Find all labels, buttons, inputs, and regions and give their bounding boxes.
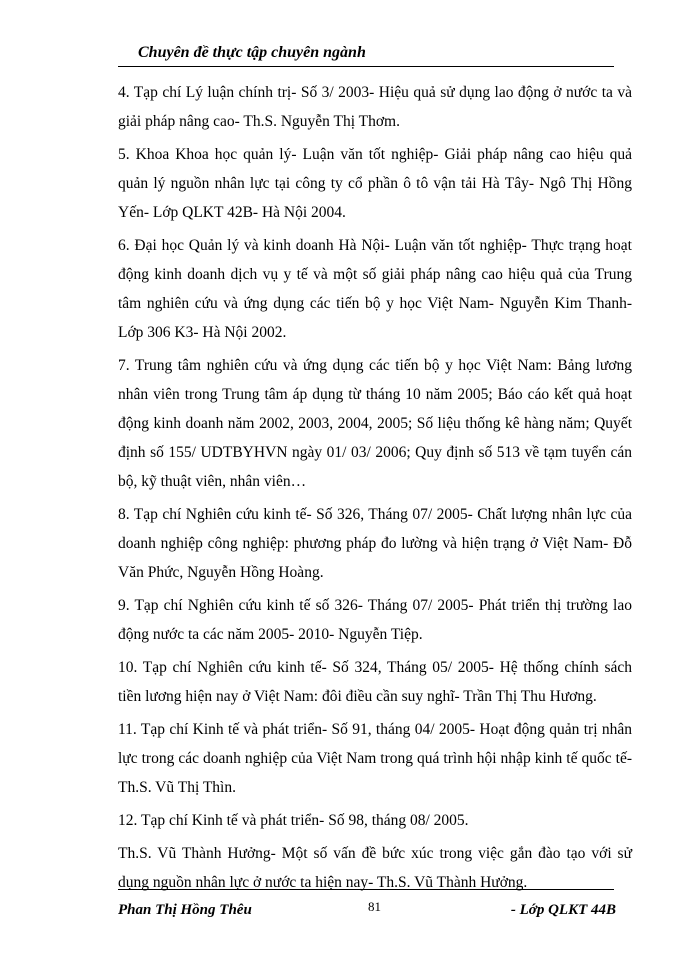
reference-item: 11. Tạp chí Kinh tế và phát triển- Số 91, tháng 04/ 2005- Hoạt động quản trị nhân lực trong các doanh nghiệp của Việt Nam trong quá trình hội nhập kinh tế quốc tế- Th.S. Vũ Thị Thìn. xyxy=(118,721,632,796)
page-number: 81 xyxy=(368,899,381,914)
page-footer xyxy=(118,889,614,930)
reference-item: 10. Tạp chí Nghiên cứu kinh tế- Số 324, Tháng 05/ 2005- Hệ thống chính sách tiền lương hiện nay ở Việt Nam: đôi điều cần suy nghĩ- Trần Thị Thu Hương. xyxy=(118,659,632,705)
footer-author: Phan Thị Hồng Thêu xyxy=(118,902,252,918)
reference-item: 4. Tạp chí Lý luận chính trị- Số 3/ 2003- Hiệu quả sử dụng lao động ở nước ta và giải pháp nâng cao- Th.S. Nguyễn Thị Thơm. xyxy=(118,84,632,130)
reference-item: 7. Trung tâm nghiên cứu và ứng dụng các tiến bộ y học Việt Nam: Bảng lương nhân viên trong Trung tâm áp dụng từ tháng 10 năm 2005; Báo cáo kết quả hoạt động kinh doanh năm 2002, 2003, 2004, 2005; Số liệu thống kê hàng năm; Quyết định số 155/ UDTBYHVN ngày 01/ 03/ 2006; Quy định số 513 về tạm tuyển cán bộ, kỹ thuật viên, nhân viên… xyxy=(118,357,632,490)
header-title: Chuyên đề thực tập chuyên ngành xyxy=(138,44,366,61)
reference-item: Th.S. Vũ Thành Hưởng- Một số vấn đề bức xúc trong việc gắn đào tạo với sử dụng nguồn nhân lực ở nước ta hiện nay- Th.S. Vũ Thành Hưởng. xyxy=(118,845,632,891)
reference-list xyxy=(118,78,632,901)
reference-item: 8. Tạp chí Nghiên cứu kinh tế- Số 326, Tháng 07/ 2005- Chất lượng nhân lực của doanh nghiệp công nghiệp: phương pháp đo lường và hiện trạng ở Việt Nam- Đỗ Văn Phức, Nguyễn Hồng Hoàng. xyxy=(118,506,632,581)
page-header xyxy=(118,42,614,67)
reference-item: 6. Đại học Quản lý và kinh doanh Hà Nội- Luận văn tốt nghiệp- Thực trạng hoạt động kinh doanh dịch vụ y tế và một số giải pháp nâng cao hiệu quả của Trung tâm nghiên cứu và ứng dụng các tiến bộ y học Việt Nam- Nguyễn Kim Thanh- Lớp 306 K3- Hà Nội 2002. xyxy=(118,237,632,341)
reference-item: 12. Tạp chí Kinh tế và phát triển- Số 98, tháng 08/ 2005. xyxy=(118,812,469,829)
footer-class: - Lớp QLKT 44B xyxy=(510,902,616,918)
reference-item: 5. Khoa Khoa học quản lý- Luận văn tốt nghiệp- Giải pháp nâng cao hiệu quả quản lý nguồn nhân lực tại công ty cổ phần ô tô vận tải Hà Tây- Ngô Thị Hồng Yến- Lớp QLKT 42B- Hà Nội 2004. xyxy=(118,146,632,221)
reference-item: 9. Tạp chí Nghiên cứu kinh tế số 326- Tháng 07/ 2005- Phát triển thị trường lao động nước ta các năm 2005- 2010- Nguyễn Tiệp. xyxy=(118,597,632,643)
